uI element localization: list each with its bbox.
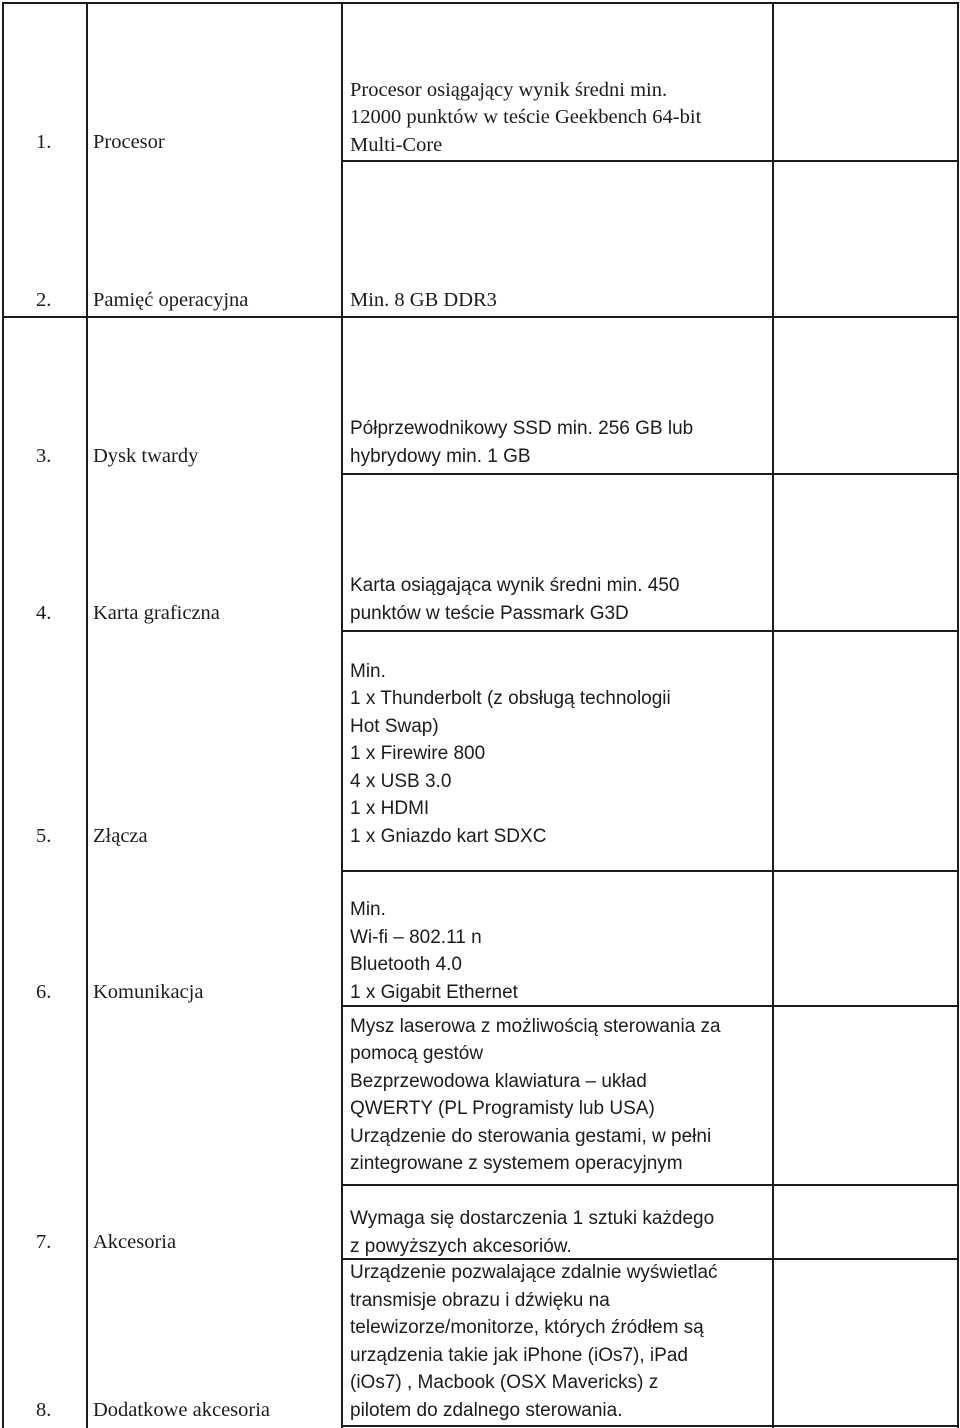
description-line: 4 x USB 3.0 <box>350 770 452 792</box>
description-line: Wymaga się dostarczenia 1 sztuki każdego <box>350 1208 715 1229</box>
description-line: Hot Swap) <box>350 715 439 737</box>
component-name: Procesor <box>93 130 165 153</box>
description-line: urządzenia takie jak iPhone (iOs7), iPad <box>350 1344 688 1366</box>
description-line: Półprzewodnikowy SSD min. 256 GB lub <box>350 418 694 439</box>
requirement-description <box>350 1258 770 1424</box>
row-number: 5. <box>36 824 52 847</box>
description-line: Urządzenie do sterowania gestami, w pełni <box>350 1125 712 1147</box>
row-number: 7. <box>36 1230 52 1253</box>
row-number: 4. <box>36 601 52 624</box>
description-line: 1 x Gigabit Ethernet <box>350 981 518 1003</box>
component-name: Pamięć operacyjna <box>93 288 249 311</box>
description-line: 12000 punktów w teście Geekbench 64-bit <box>350 106 702 128</box>
grid-line-horizontal <box>342 160 959 162</box>
description-line: Mysz laserowa z możliwością sterowania za <box>350 1015 721 1037</box>
description-line: Urządzenie pozwalające zdalnie wyświetlać <box>350 1262 718 1283</box>
grid-line-vertical <box>2 2 4 1428</box>
description-line: 1 x Thunderbolt (z obsługą technologii <box>350 688 671 709</box>
grid-line-horizontal <box>342 1425 959 1427</box>
requirement-description <box>350 570 770 627</box>
grid-line-horizontal <box>2 316 959 318</box>
description-line: zintegrowane z systemem operacyjnym <box>350 1153 683 1174</box>
description-line: Bluetooth 4.0 <box>350 954 462 975</box>
description-line: transmisje obrazu i dźwięku na <box>350 1289 610 1311</box>
component-name: Dysk twardy <box>93 444 199 467</box>
description-line: pilotem do zdalnego sterowania. <box>350 1399 623 1421</box>
requirement-description <box>350 655 770 850</box>
grid-line-horizontal <box>342 473 959 475</box>
requirement-description <box>350 896 770 1006</box>
description-line: Wi-fi – 802.11 n <box>350 926 482 948</box>
requirement-description <box>350 413 770 470</box>
description-line: 1 x Gniazdo kart SDXC <box>350 825 547 847</box>
description-line: 1 x HDMI <box>350 798 430 819</box>
grid-line-vertical <box>86 2 88 1428</box>
description-line: Multi-Core <box>350 133 443 156</box>
description-line: hybrydowy min. 1 GB <box>350 445 531 467</box>
row-number: 1. <box>36 130 52 153</box>
grid-line-vertical <box>341 2 343 1428</box>
component-name: Komunikacja <box>93 980 204 1003</box>
description-line: 1 x Firewire 800 <box>350 743 486 764</box>
description-line: QWERTY (PL Programisty lub USA) <box>350 1098 655 1119</box>
description-line: Min. 8 GB DDR3 <box>350 288 497 311</box>
component-name: Akcesoria <box>93 1230 177 1253</box>
description-line: punktów w teście Passmark G3D <box>350 602 629 624</box>
requirement-description <box>350 1008 770 1260</box>
row-number: 8. <box>36 1398 52 1421</box>
grid-line-vertical <box>957 2 959 1428</box>
row-number: 3. <box>36 444 52 467</box>
description-line: Karta osiągająca wynik średni min. 450 <box>350 575 680 596</box>
component-name: Karta graficzna <box>93 601 220 624</box>
grid-line-horizontal <box>342 630 959 632</box>
description-line <box>350 1178 770 1206</box>
description-line: Procesor osiągający wynik średni min. <box>350 78 668 101</box>
description-line: Min. <box>350 899 386 920</box>
requirement-description <box>350 74 770 159</box>
description-line: (iOs7) , Macbook (OSX Mavericks) z <box>350 1372 659 1393</box>
component-name: Złącza <box>93 824 148 847</box>
row-number: 2. <box>36 288 52 311</box>
description-line: pomocą gestów <box>350 1043 484 1064</box>
grid-line-horizontal <box>342 870 959 872</box>
row-number: 6. <box>36 980 52 1003</box>
grid-line-horizontal <box>2 2 959 4</box>
component-name: Dodatkowe akcesoria <box>93 1398 271 1421</box>
description-line: z powyższych akcesoriów. <box>350 1235 572 1257</box>
description-line: Min. <box>350 660 386 682</box>
requirement-description <box>350 286 770 314</box>
description-line: telewizorze/monitorze, których źródłem są <box>350 1317 704 1338</box>
grid-line-vertical <box>772 2 774 1428</box>
description-line: Bezprzewodowa klawiatura – układ <box>350 1070 647 1092</box>
